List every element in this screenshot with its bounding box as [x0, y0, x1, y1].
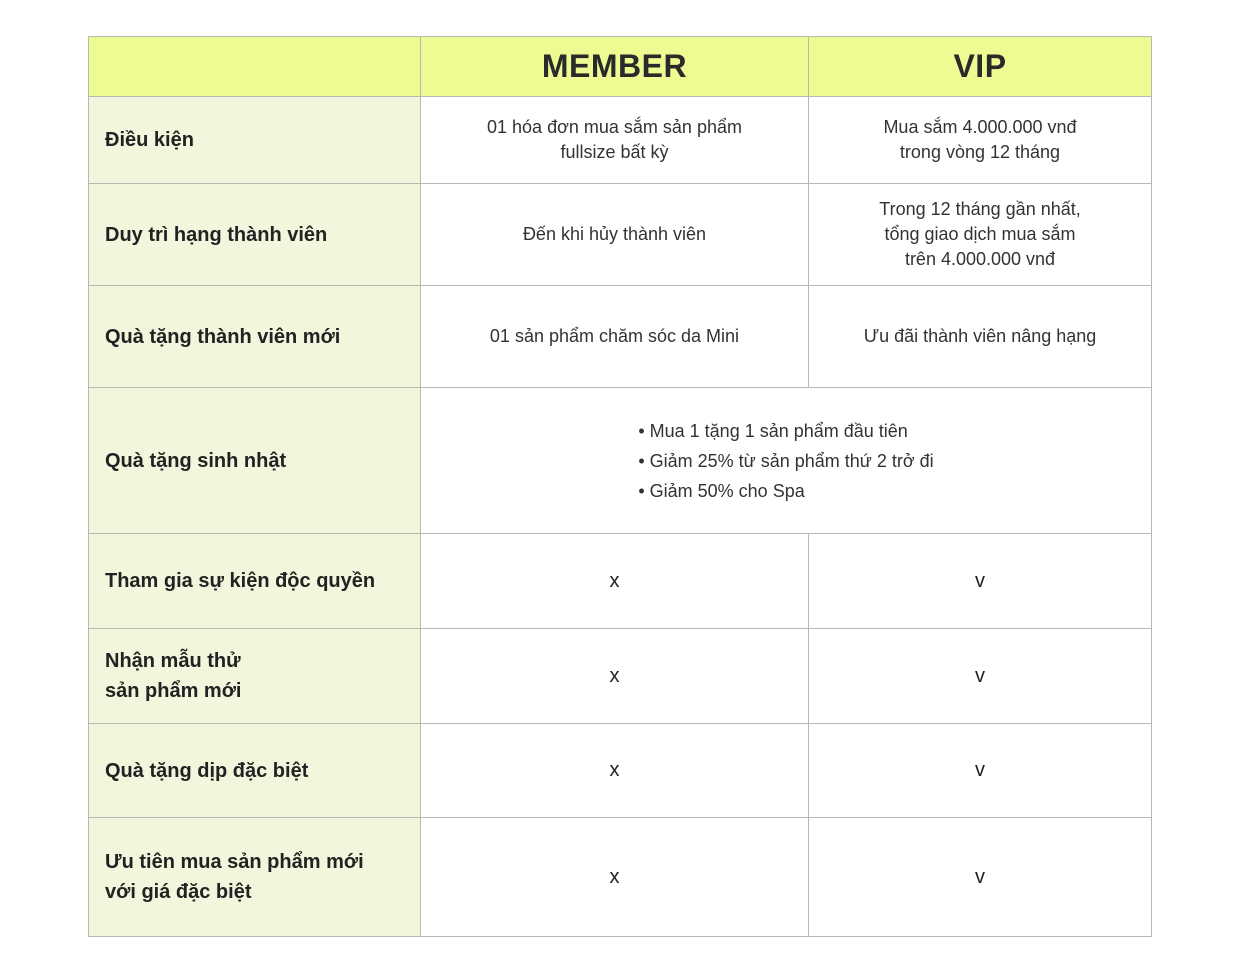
vip-mark: v: [809, 818, 1152, 937]
table-row: [89, 629, 1152, 724]
vip-value: Trong 12 tháng gần nhất, tổng giao dịch mua sắm trên 4.000.000 vnđ: [809, 184, 1152, 286]
row-label: Tham gia sự kiện độc quyền: [89, 534, 421, 629]
header-vip: VIP: [809, 37, 1152, 97]
vip-value: Ưu đãi thành viên nâng hạng: [809, 286, 1152, 388]
list-item: • Mua 1 tặng 1 sản phẩm đầu tiên: [638, 416, 933, 446]
birthday-gift-shared-cell: [421, 388, 1152, 534]
member-mark: x: [421, 629, 809, 724]
list-item: • Giảm 25% từ sản phẩm thứ 2 trở đi: [638, 446, 933, 476]
member-mark: x: [421, 818, 809, 937]
row-label: Nhận mẫu thử sản phẩm mới: [89, 629, 421, 724]
birthday-gift-list: [638, 416, 933, 506]
table-row: [89, 818, 1152, 937]
member-mark: x: [421, 724, 809, 818]
vip-value: Mua sắm 4.000.000 vnđ trong vòng 12 tháng: [809, 97, 1152, 184]
vip-mark: v: [809, 724, 1152, 818]
member-mark: x: [421, 534, 809, 629]
row-label: Ưu tiên mua sản phẩm mới với giá đặc biệt: [89, 818, 421, 937]
header-member: MEMBER: [421, 37, 809, 97]
vip-mark: v: [809, 534, 1152, 629]
membership-comparison-table: [88, 36, 1152, 937]
row-label: Quà tặng sinh nhật: [89, 388, 421, 534]
table-row: [89, 724, 1152, 818]
table-header-row: [89, 37, 1152, 97]
table-row: [89, 97, 1152, 184]
table-row: [89, 534, 1152, 629]
table-row: [89, 286, 1152, 388]
list-item: • Giảm 50% cho Spa: [638, 476, 933, 506]
table-row: [89, 388, 1152, 534]
vip-mark: v: [809, 629, 1152, 724]
member-value: Đến khi hủy thành viên: [421, 184, 809, 286]
table-row: [89, 184, 1152, 286]
row-label: Duy trì hạng thành viên: [89, 184, 421, 286]
header-blank-cell: [89, 37, 421, 97]
row-label: Quà tặng thành viên mới: [89, 286, 421, 388]
member-value: 01 hóa đơn mua sắm sản phẩm fullsize bất kỳ: [421, 97, 809, 184]
row-label: Quà tặng dịp đặc biệt: [89, 724, 421, 818]
member-value: 01 sản phẩm chăm sóc da Mini: [421, 286, 809, 388]
row-label: Điều kiện: [89, 97, 421, 184]
